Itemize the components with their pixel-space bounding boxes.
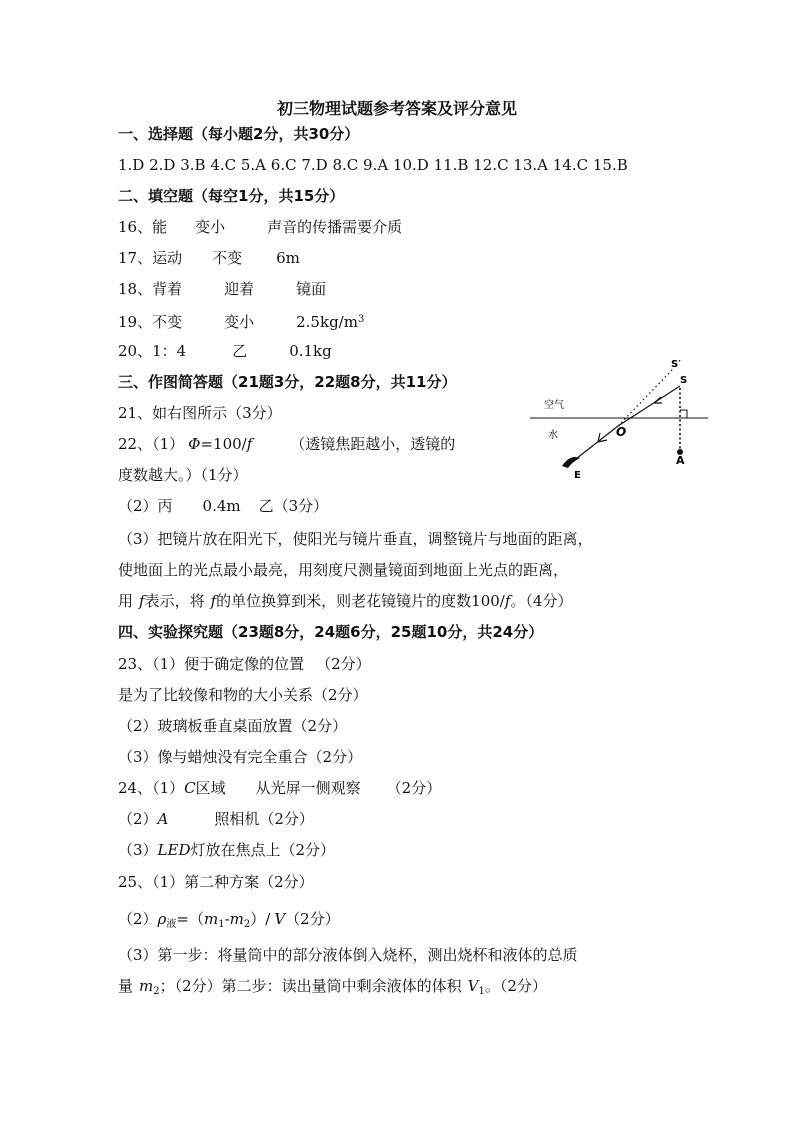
q25-m1-sub: 1 [218,919,225,930]
q25-part3-line2 [118,976,547,1002]
label-s: S [680,375,688,386]
section-fill-heading: 二、填空题（每空1分，共15分） [118,187,345,205]
q22-part3-b: 表示，将 [144,592,205,610]
q19-unit-exponent: 3 [357,314,365,325]
q22-part3-c: 的单位换算到米，则老花镜镜片的度数100/ [216,592,505,610]
q24-part1-score: （2分） [386,779,442,797]
q18-blank-3: 镜面 [296,280,327,298]
q22-part3-line3 [118,591,572,611]
eye-icon [562,457,580,468]
q17-number: 17、 [118,249,153,267]
label-water: 水 [548,430,558,441]
q17-blank-1: 运动 [152,249,183,267]
right-angle-mark [680,410,687,418]
q25-rho-subscript: 液 [166,919,177,930]
q25-part3-b: ；（2分）第二步：读出量筒中剩余液体的体积 [159,977,462,995]
q25-m1: m [203,910,219,928]
q24-part1-label: 24、（1） [118,779,185,797]
q24-region-letter: C [184,779,196,797]
q20-number: 20、 [118,342,153,360]
q24-part3-text: 灯放在焦点上（2分） [190,841,336,859]
q22-part3-line2: 使地面上的光点最小最亮，用刻度尺测量镜面到地面上光点的距离， [118,561,569,579]
refracted-ray-line [572,426,618,462]
q20-blank-1: 1：4 [152,342,187,360]
q16-blank-1: 能 [152,218,168,236]
label-s-prime: S′ [671,359,681,370]
q23-part1-cont: 是为了比较像和物的大小关系（2分） [118,686,368,704]
q24-part2-letter: A [157,810,169,828]
q24-observe-text: 从光屏一侧观察 [255,779,361,797]
q24-part2-label: （2） [118,810,158,828]
q22-part2 [118,496,328,516]
q21-answer: 21、如右图所示（3分） [118,404,282,422]
q19-blank-1: 不变 [152,313,183,331]
q25-part1: 25、（1）第二种方案（2分） [118,873,314,891]
q25-part3-a: 量 [118,977,134,995]
label-air: 空气 [544,400,564,411]
q16-number: 16、 [118,218,153,236]
q22-part2-c: 乙（3分） [258,497,329,515]
q23-part1-text: 23、（1）便于确定像的位置 [118,655,305,673]
q24-part2-text: 照相机（2分） [214,810,314,828]
q25-m-sub: 2 [153,986,160,997]
q18-number: 18、 [118,280,153,298]
section-choice-heading: 一、选择题（每小题2分，共30分） [118,125,360,143]
q22-f-symbol: f [246,435,253,453]
q19-blank-3: 2.5kg/m [296,313,358,331]
q22-formula: =100/ [200,435,247,453]
q25-v-sub: 1 [478,986,485,997]
q16-blank-2: 变小 [195,218,226,236]
q20-blank-2: 乙 [232,342,248,360]
q22-f-symbol-3: f [504,592,511,610]
q25-part2-label: （2） [118,910,158,928]
q25-formula-open: =（ [176,910,204,928]
q22-part2-a: （2）丙 [118,497,173,515]
q16-answer [118,217,402,237]
q24-part2 [118,809,314,829]
q18-blank-1: 背着 [152,280,183,298]
q22-f-symbol-2: f [210,592,217,610]
q25-m-symbol: m [139,977,154,995]
q22-part3-a: 用 [118,592,134,610]
page-title: 初三物理试题参考答案及评分意见 [276,99,517,118]
q25-part3-c: 。（2分） [484,977,547,995]
q22-part1-label: 22、（1） [118,435,185,453]
q20-blank-3: 0.1kg [289,342,332,360]
q22-part1-note: （透镜焦距越小，透镜的 [290,435,456,453]
section-drawing-heading: 三、作图简答题（21题3分，22题8分，共11分） [118,373,457,391]
q25-minus: - [224,910,230,928]
q17-blank-3: 6m [276,249,300,267]
q25-formula-close: ）/ [250,910,271,928]
q18-blank-2: 迎着 [224,280,255,298]
q25-part2-score: （2分） [285,910,340,928]
q19-answer [118,310,364,332]
q19-number: 19、 [118,313,153,331]
q22-phi-symbol: Φ [188,435,201,453]
q22-part3-d: 。（4分） [510,592,573,610]
choice-answers: 1.D 2.D 3.B 4.C 5.A 6.C 7.D 8.C 9.A 10.D 11.B 12.C 13.A 14.C 15.B [118,156,628,174]
q24-part3-label: （3） [118,841,158,859]
q25-part2 [118,909,340,935]
virtual-ray-line [618,368,674,426]
q23-part3: （3）像与蜡烛没有完全重合（2分） [118,748,363,766]
q25-rho-symbol: ρ [157,910,167,928]
q19-blank-2: 变小 [224,313,255,331]
q24-led-text: LED [157,841,191,859]
q22-f-symbol-1: f [139,592,145,610]
q20-answer [118,341,332,361]
label-e: E [574,470,581,481]
q22-part2-b: 0.4m [202,497,241,515]
incident-ray-line [618,386,680,426]
q16-blank-3: 声音的传播需要介质 [267,218,403,236]
label-a: A [676,454,685,467]
q22-part3-line1: （3）把镜片放在阳光下，使阳光与镜片垂直，调整镜片与地面的距离， [118,530,593,548]
q17-answer [118,248,300,268]
q24-region-text: 区域 [195,779,226,797]
section-experiment-heading: 四、实验探究题（23题8分，24题6分，25题10分，共24分） [118,623,544,641]
refraction-diagram [530,358,710,488]
q23-part1 [118,654,371,674]
incident-arrow-icon [654,397,662,403]
q18-answer [118,279,326,299]
q24-part3 [118,840,335,860]
q23-part2: （2）玻璃板垂直桌面放置（2分） [118,717,348,735]
q25-v-symbol: V [467,977,479,995]
q25-part3-line1: （3）第一步：将量筒中的部分液体倒入烧杯，测出烧杯和液体的总质 [118,946,578,964]
q23-part1-score: （2分） [316,655,371,673]
q22-part1 [118,434,455,454]
q25-v: V [274,910,286,928]
q25-m2-sub: 2 [243,919,251,930]
q17-blank-2: 不变 [212,249,243,267]
label-o: O [616,425,627,439]
q25-m2: m [229,910,244,928]
q24-part1 [118,778,441,798]
q22-part1-cont: 度数越大。）（1分） [118,466,248,484]
